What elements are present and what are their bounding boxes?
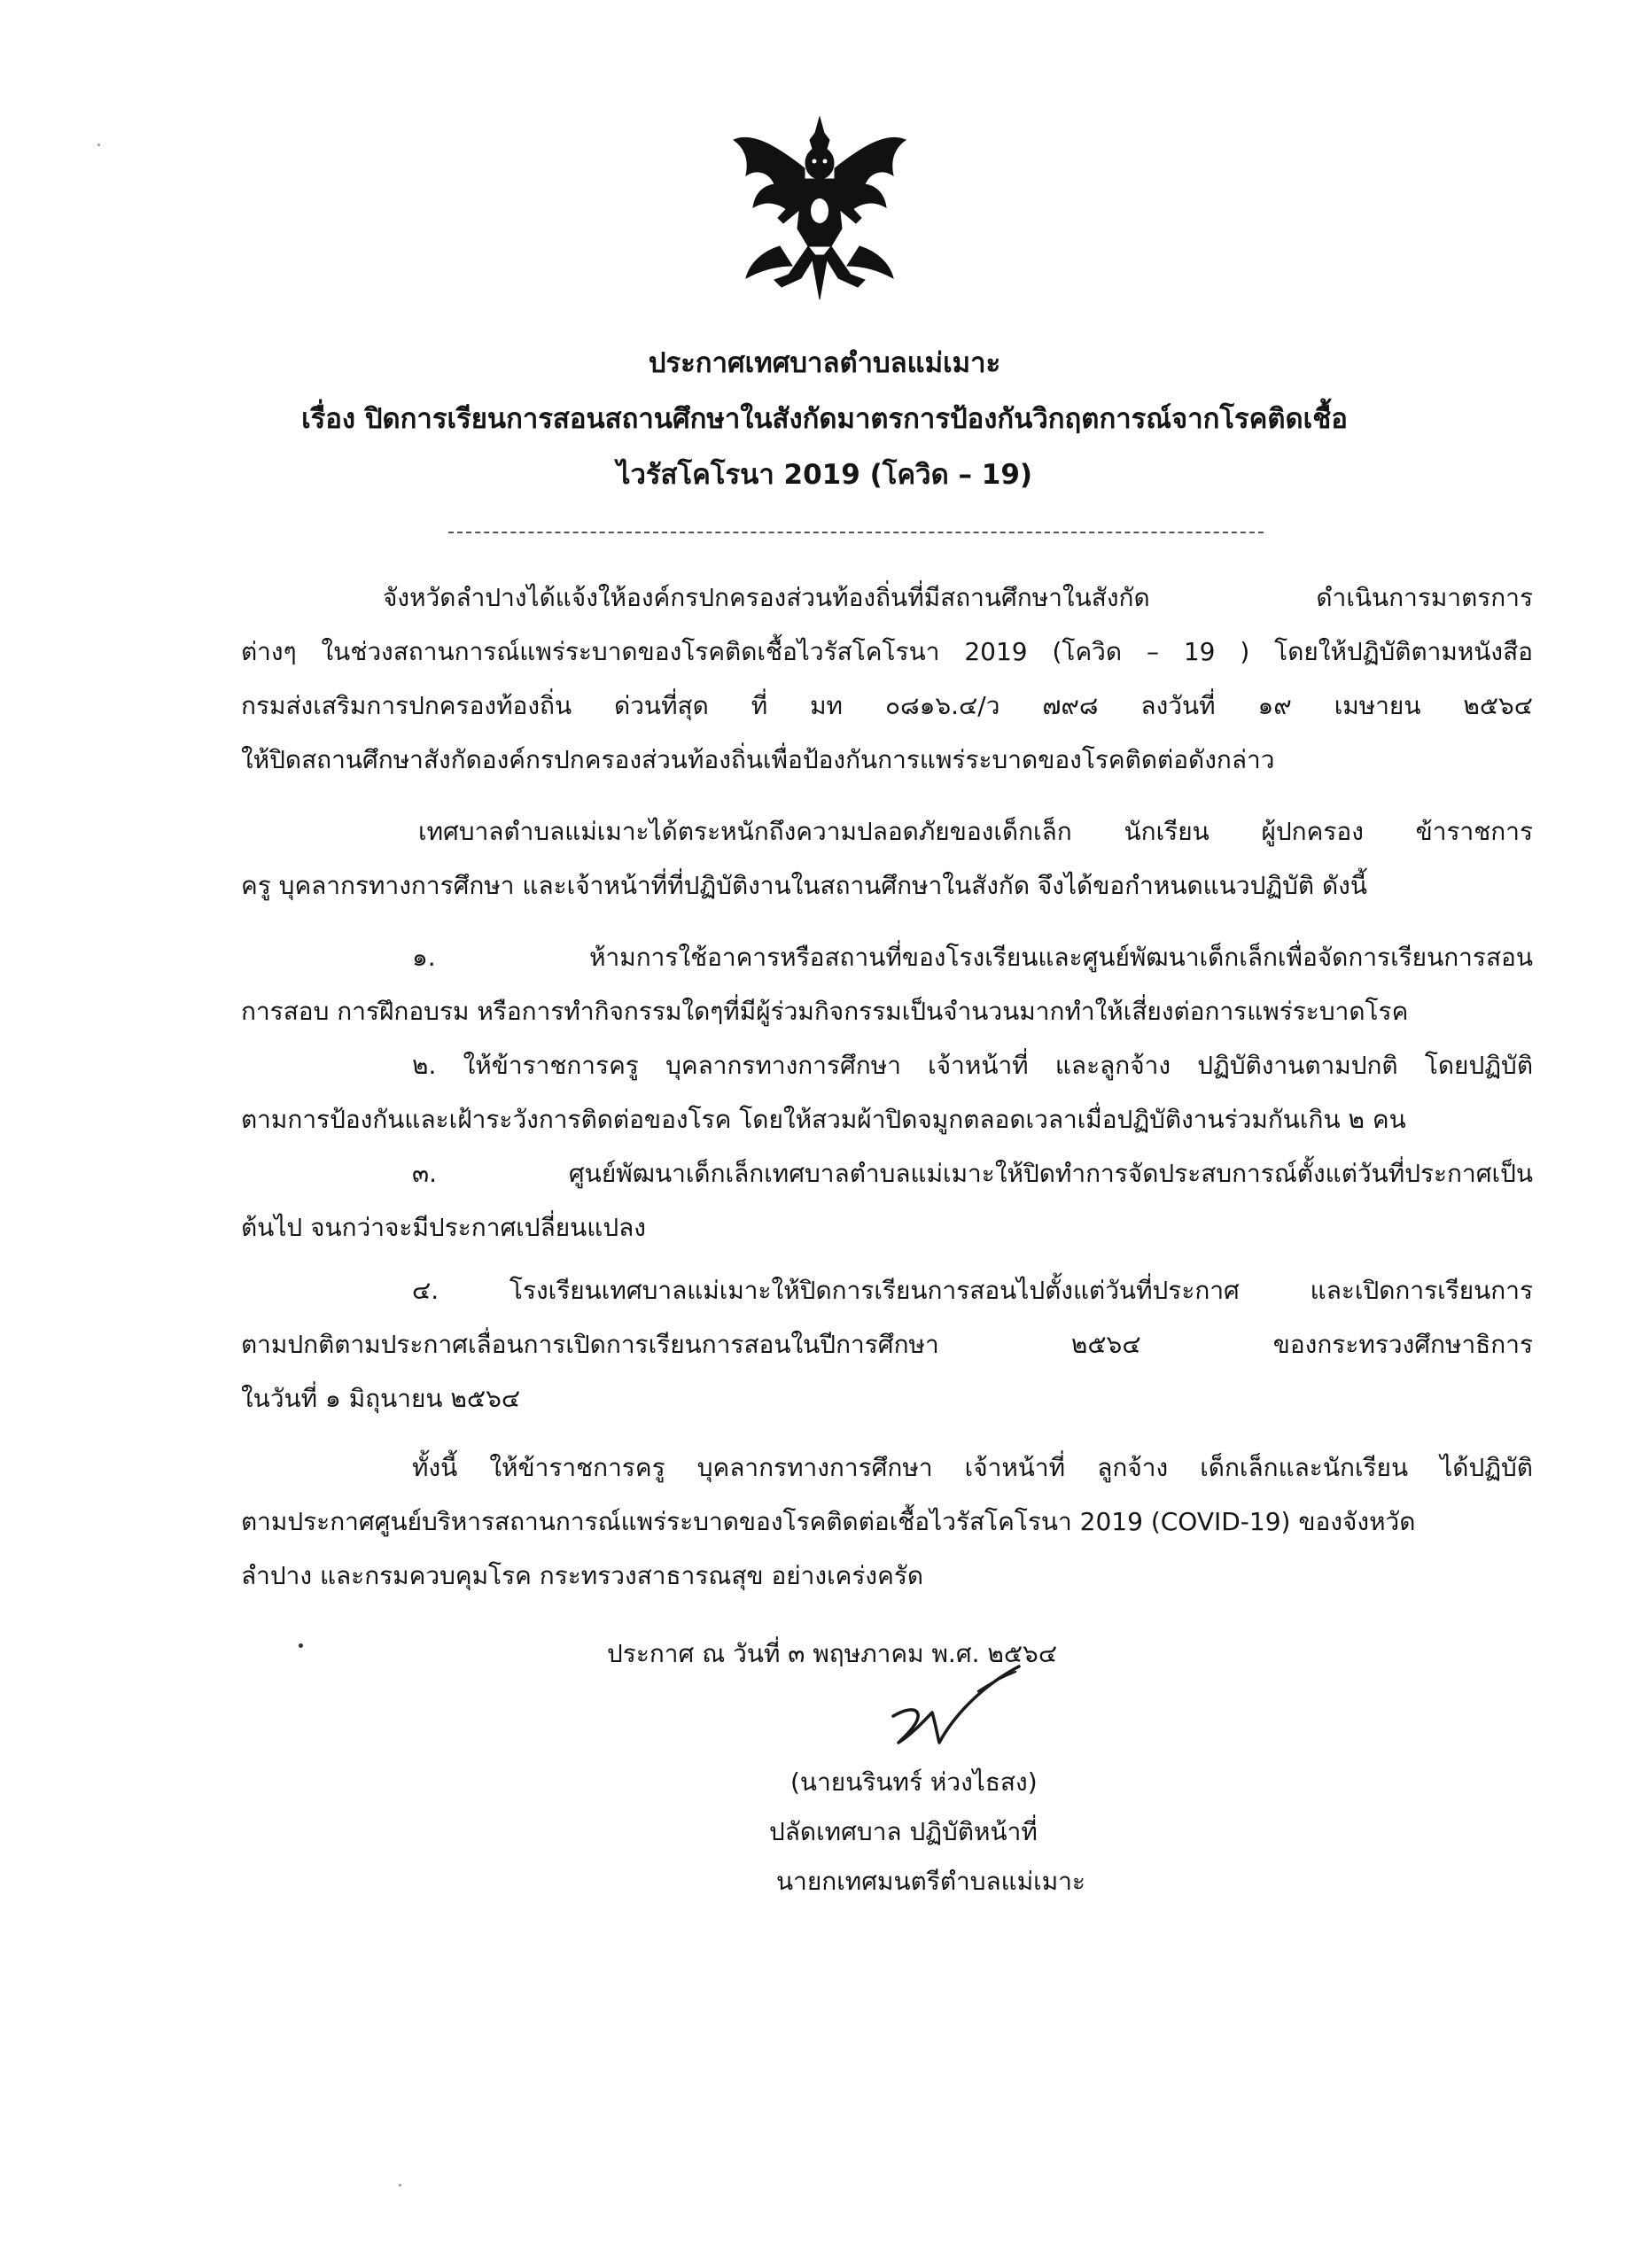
document-subject-continued: ไวรัสโคโรนา 2019 (โควิด – 19) bbox=[616, 459, 1033, 491]
item-4-line-1: ๔. โรงเรียนเทศบาลแม่เมาะให้ปิดการเรียนการสอนไปตั้งแต่วันที่ประกาศ และเปิดการเรียนการ bbox=[412, 1276, 1533, 1305]
scan-speck bbox=[399, 2184, 401, 2186]
item-4-line-3: ในวันที่ ๑ มิถุนายน ๒๕๖๔ bbox=[241, 1384, 521, 1413]
paragraph-3-line-1: ทั้งนี้ ให้ข้าราชการครู บุคลากรทางการศึกษา เจ้าหน้าที่ ลูกจ้าง เด็กเล็กและนักเรียน ได้ปฏิบัติ bbox=[412, 1453, 1533, 1482]
item-3-line-1: ๓. ศูนย์พัฒนาเด็กเล็กเทศบาลตำบลแม่เมาะให้ปิดทำการจัดประสบการณ์ตั้งแต่วันที่ประกาศเป็น bbox=[412, 1159, 1533, 1188]
item-2-line-2: ตามการป้องกันและเฝ้าระวังการติดต่อของโรค โดยให้สวมผ้าปิดจมูกตลอดเวลาเมื่อปฏิบัติงานร่วมกันเกิน ๒ คน bbox=[241, 1105, 1406, 1134]
item-2-line-1: ๒. ให้ข้าราชการครู บุคลากรทางการศึกษา เจ้าหน้าที่ และลูกจ้าง ปฏิบัติงานตามปกติ โดยปฏิบัติ bbox=[412, 1051, 1533, 1080]
item-1-line-1: ๑. ห้ามการใช้อาคารหรือสถานที่ของโรงเรียนและศูนย์พัฒนาเด็กเล็กเพื่อจัดการเรียนการสอน bbox=[412, 943, 1533, 972]
scan-speck bbox=[97, 144, 100, 146]
item-1-line-2: การสอบ การฝึกอบรม หรือการทำกิจกรรมใดๆที่มีผู้ร่วมกิจกรรมเป็นจำนวนมากทำให้เสี่ยงต่อการแพร่ระบาดโรค bbox=[241, 997, 1409, 1026]
paragraph-1-line-2: ต่างๆ ในช่วงสถานการณ์แพร่ระบาดของโรคติดเชื้อไวรัสโคโรนา 2019 (โควิด – 19 ) โดยให้ปฏิบัติตามหนังสือ bbox=[241, 637, 1533, 666]
garuda-emblem-icon bbox=[727, 113, 913, 304]
paragraph-1-line-3: กรมส่งเสริมการปกครองท้องถิ่น ด่วนที่สุด ที่ มท ๐๘๑๖.๔/ว ๗๙๘ ลงวันที่ ๑๙ เมษายน ๒๕๖๔ bbox=[241, 691, 1533, 720]
paragraph-2-line-1: เทศบาลตำบลแม่เมาะได้ตระหนักถึงความปลอดภัยของเด็กเล็ก นักเรียน ผู้ปกครอง ข้าราชการ bbox=[418, 817, 1533, 846]
item-3-line-2: ต้นไป จนกว่าจะมีประกาศเปลี่ยนแปลง bbox=[241, 1213, 646, 1242]
header-divider bbox=[448, 532, 1264, 533]
paragraph-3-line-3: ลำปาง และกรมควบคุมโรค กระทรวงสาธารณสุข อย่างเคร่งครัด bbox=[241, 1561, 924, 1590]
signer-position: ปลัดเทศบาล ปฏิบัติหน้าที่ bbox=[769, 1817, 1038, 1846]
item-4-line-2: ตามปกติตามประกาศเลื่อนการเปิดการเรียนการสอนในปีการศึกษา ๒๕๖๔ ของกระทรวงศึกษาธิการ bbox=[241, 1330, 1533, 1359]
announcement-date: ประกาศ ณ วันที่ ๓ พฤษภาคม พ.ศ. ๒๕๖๔ bbox=[607, 1639, 1058, 1668]
paragraph-3-line-2: ตามประกาศศูนย์บริหารสถานการณ์แพร่ระบาดของโรคติดต่อเชื้อไวรัสโคโรนา 2019 (COVID-19) ของจังหวัด bbox=[241, 1507, 1416, 1536]
signer-acting-position: นายกเทศมนตรีตำบลแม่เมาะ bbox=[776, 1867, 1085, 1896]
handwritten-signature-icon bbox=[886, 1661, 1028, 1750]
document-title: ประกาศเทศบาลตำบลแม่เมาะ bbox=[648, 347, 1001, 379]
document-subject: เรื่อง ปิดการเรียนการสอนสถานศึกษาในสังกัดมาตรการป้องกันวิกฤตการณ์จากโรคติดเชื้อ bbox=[301, 403, 1348, 435]
paragraph-2-line-2: ครู บุคลากรทางการศึกษา และเจ้าหน้าที่ที่ปฏิบัติงานในสถานศึกษาในสังกัด จึงได้ขอกำหนดแนวปฏิบัติ ดังนี้ bbox=[241, 871, 1367, 900]
paragraph-1-line-1: จังหวัดลำปางได้แจ้งให้องค์กรปกครองส่วนท้องถิ่นที่มีสถานศึกษาในสังกัด ดำเนินการมาตรการ bbox=[383, 583, 1533, 612]
signer-name: (นายนรินทร์ ห่วงไธสง) bbox=[790, 1767, 1038, 1797]
scan-speck bbox=[299, 1643, 303, 1648]
paragraph-1-line-4: ให้ปิดสถานศึกษาสังกัดองค์กรปกครองส่วนท้องถิ่นเพื่อป้องกันการแพร่ระบาดของโรคติดต่อดังกล่าว bbox=[241, 745, 1275, 774]
